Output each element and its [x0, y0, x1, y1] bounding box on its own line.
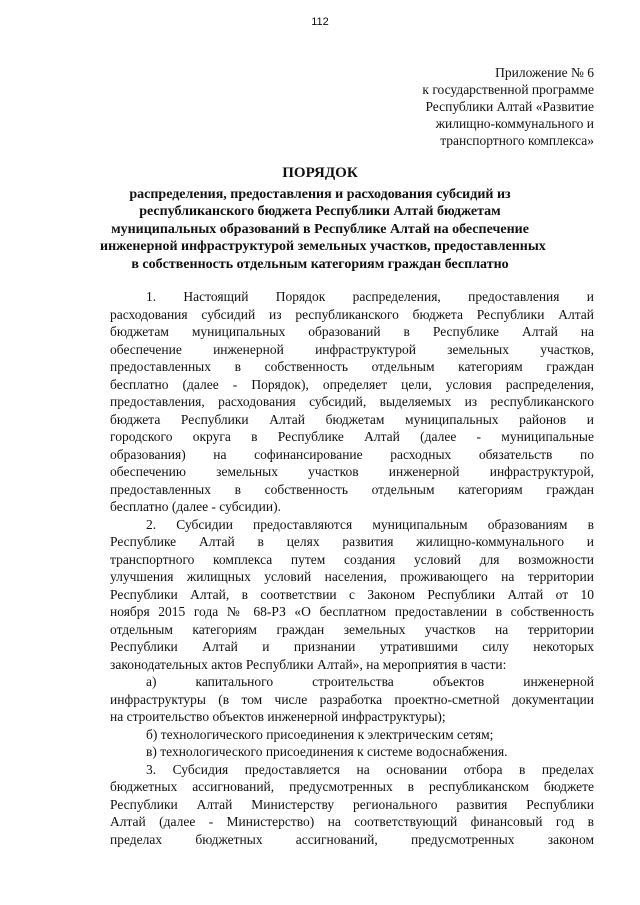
- appendix-line: транспортного комплекса»: [440, 133, 594, 148]
- body-line: бюджета Республики Алтай бюджетам муниципальных районов и: [110, 411, 594, 427]
- body-line: Республике Алтай в целях развития жилищно-коммунального и: [110, 534, 594, 549]
- body-line: транспортного комплекса путем создания условий для возможности: [110, 551, 594, 567]
- body-line: отдельным категориям граждан земельных участков на территории: [110, 621, 594, 637]
- body-line: 1. Настоящий Порядок распределения, предоставления и: [146, 289, 594, 304]
- body-line: Республики Алтай Министерству регионального развития Республики: [110, 796, 594, 812]
- body-line: предоставленных в собственность отдельным категориям граждан: [110, 359, 594, 374]
- body-line: Республики Алтай, в соответствии с Законом Республики Алтай от 10: [110, 586, 594, 602]
- title-subtitle-line: в собственность отдельным категориям граждан бесплатно: [131, 256, 509, 272]
- title-subtitle-line: муниципальных образований в Республике Алтай на обеспечение: [111, 221, 529, 237]
- body-line: ноября 2015 года № 68-РЗ «О бесплатном предоставлении в собственность: [110, 604, 594, 619]
- body-line: предоставленных в собственность отдельным категориям граждан: [110, 481, 594, 497]
- body-line: в) технологического присоединения к системе водоснабжения.: [146, 744, 508, 759]
- appendix-line: Приложение № 6: [495, 65, 594, 80]
- body-line: Алтай (далее - Министерство) на соответствующий финансовый год в: [110, 814, 594, 829]
- body-line: улучшения жилищных условий населения, проживающего на территории: [110, 569, 594, 584]
- title-heading: ПОРЯДОК: [282, 165, 358, 181]
- body-line: бюджетных ассигнований, предусмотренных в республиканском бюджете: [110, 779, 594, 794]
- title-subtitle-line: республиканского бюджета Республики Алтай бюджетам: [139, 204, 501, 219]
- body-line: бесплатно (далее - субсидии).: [110, 499, 281, 514]
- body-line: городского округа в Республике Алтай (далее - муниципальные: [110, 429, 594, 444]
- body-line: расходования субсидий из республиканского бюджета Республики Алтай: [110, 306, 594, 322]
- body-line: законодательных актов Республики Алтай», на мероприятия в части:: [110, 656, 507, 672]
- appendix-note: [354, 64, 594, 149]
- body-line: обеспечению земельных участков инженерной инфраструктурой,: [110, 464, 594, 479]
- appendix-line: Республики Алтай «Развитие: [425, 99, 594, 114]
- body-line: предоставления, расходования субсидий, выделяемых из республиканского: [110, 394, 594, 409]
- appendix-line: к государственной программе: [422, 82, 594, 97]
- body-line: Республики Алтай и признании утратившими силу некоторых: [110, 639, 594, 654]
- title-subtitle-line: распределения, предоставления и расходования субсидий из: [129, 186, 511, 202]
- body-line: 3. Субсидия предоставляется на основании отбора в пределах: [146, 761, 594, 777]
- body-line: а) капитального строительства объектов инженерной: [146, 674, 594, 689]
- body-line: бюджетам муниципальных образований в Республике Алтай на: [110, 324, 594, 339]
- body-line: инфраструктуры (в том числе разработка проектно-сметной документации: [110, 691, 594, 707]
- body-line: бесплатно (далее - Порядок), определяет цели, условия распределения,: [110, 376, 594, 392]
- document-title: [100, 165, 546, 273]
- title-subtitle-line: инженерной инфраструктурой земельных участков, предоставленных: [100, 239, 546, 254]
- body-line: образования) на софинансирование расходных обязательств по: [110, 446, 594, 462]
- appendix-line: жилищно-коммунального и: [435, 116, 594, 131]
- document-body: [110, 288, 594, 848]
- body-line: обеспечение инженерной инфраструктурой земельных участков,: [110, 341, 594, 357]
- body-line: на строительство объектов инженерной инфраструктуры);: [110, 709, 446, 724]
- body-line: 2. Субсидии предоставляются муниципальным образованиям в: [146, 516, 594, 532]
- page-number: 112: [311, 16, 329, 28]
- body-line: пределах бюджетных ассигнований, предусмотренных законом: [110, 831, 594, 847]
- body-line: б) технологического присоединения к электрическим сетям;: [146, 726, 494, 742]
